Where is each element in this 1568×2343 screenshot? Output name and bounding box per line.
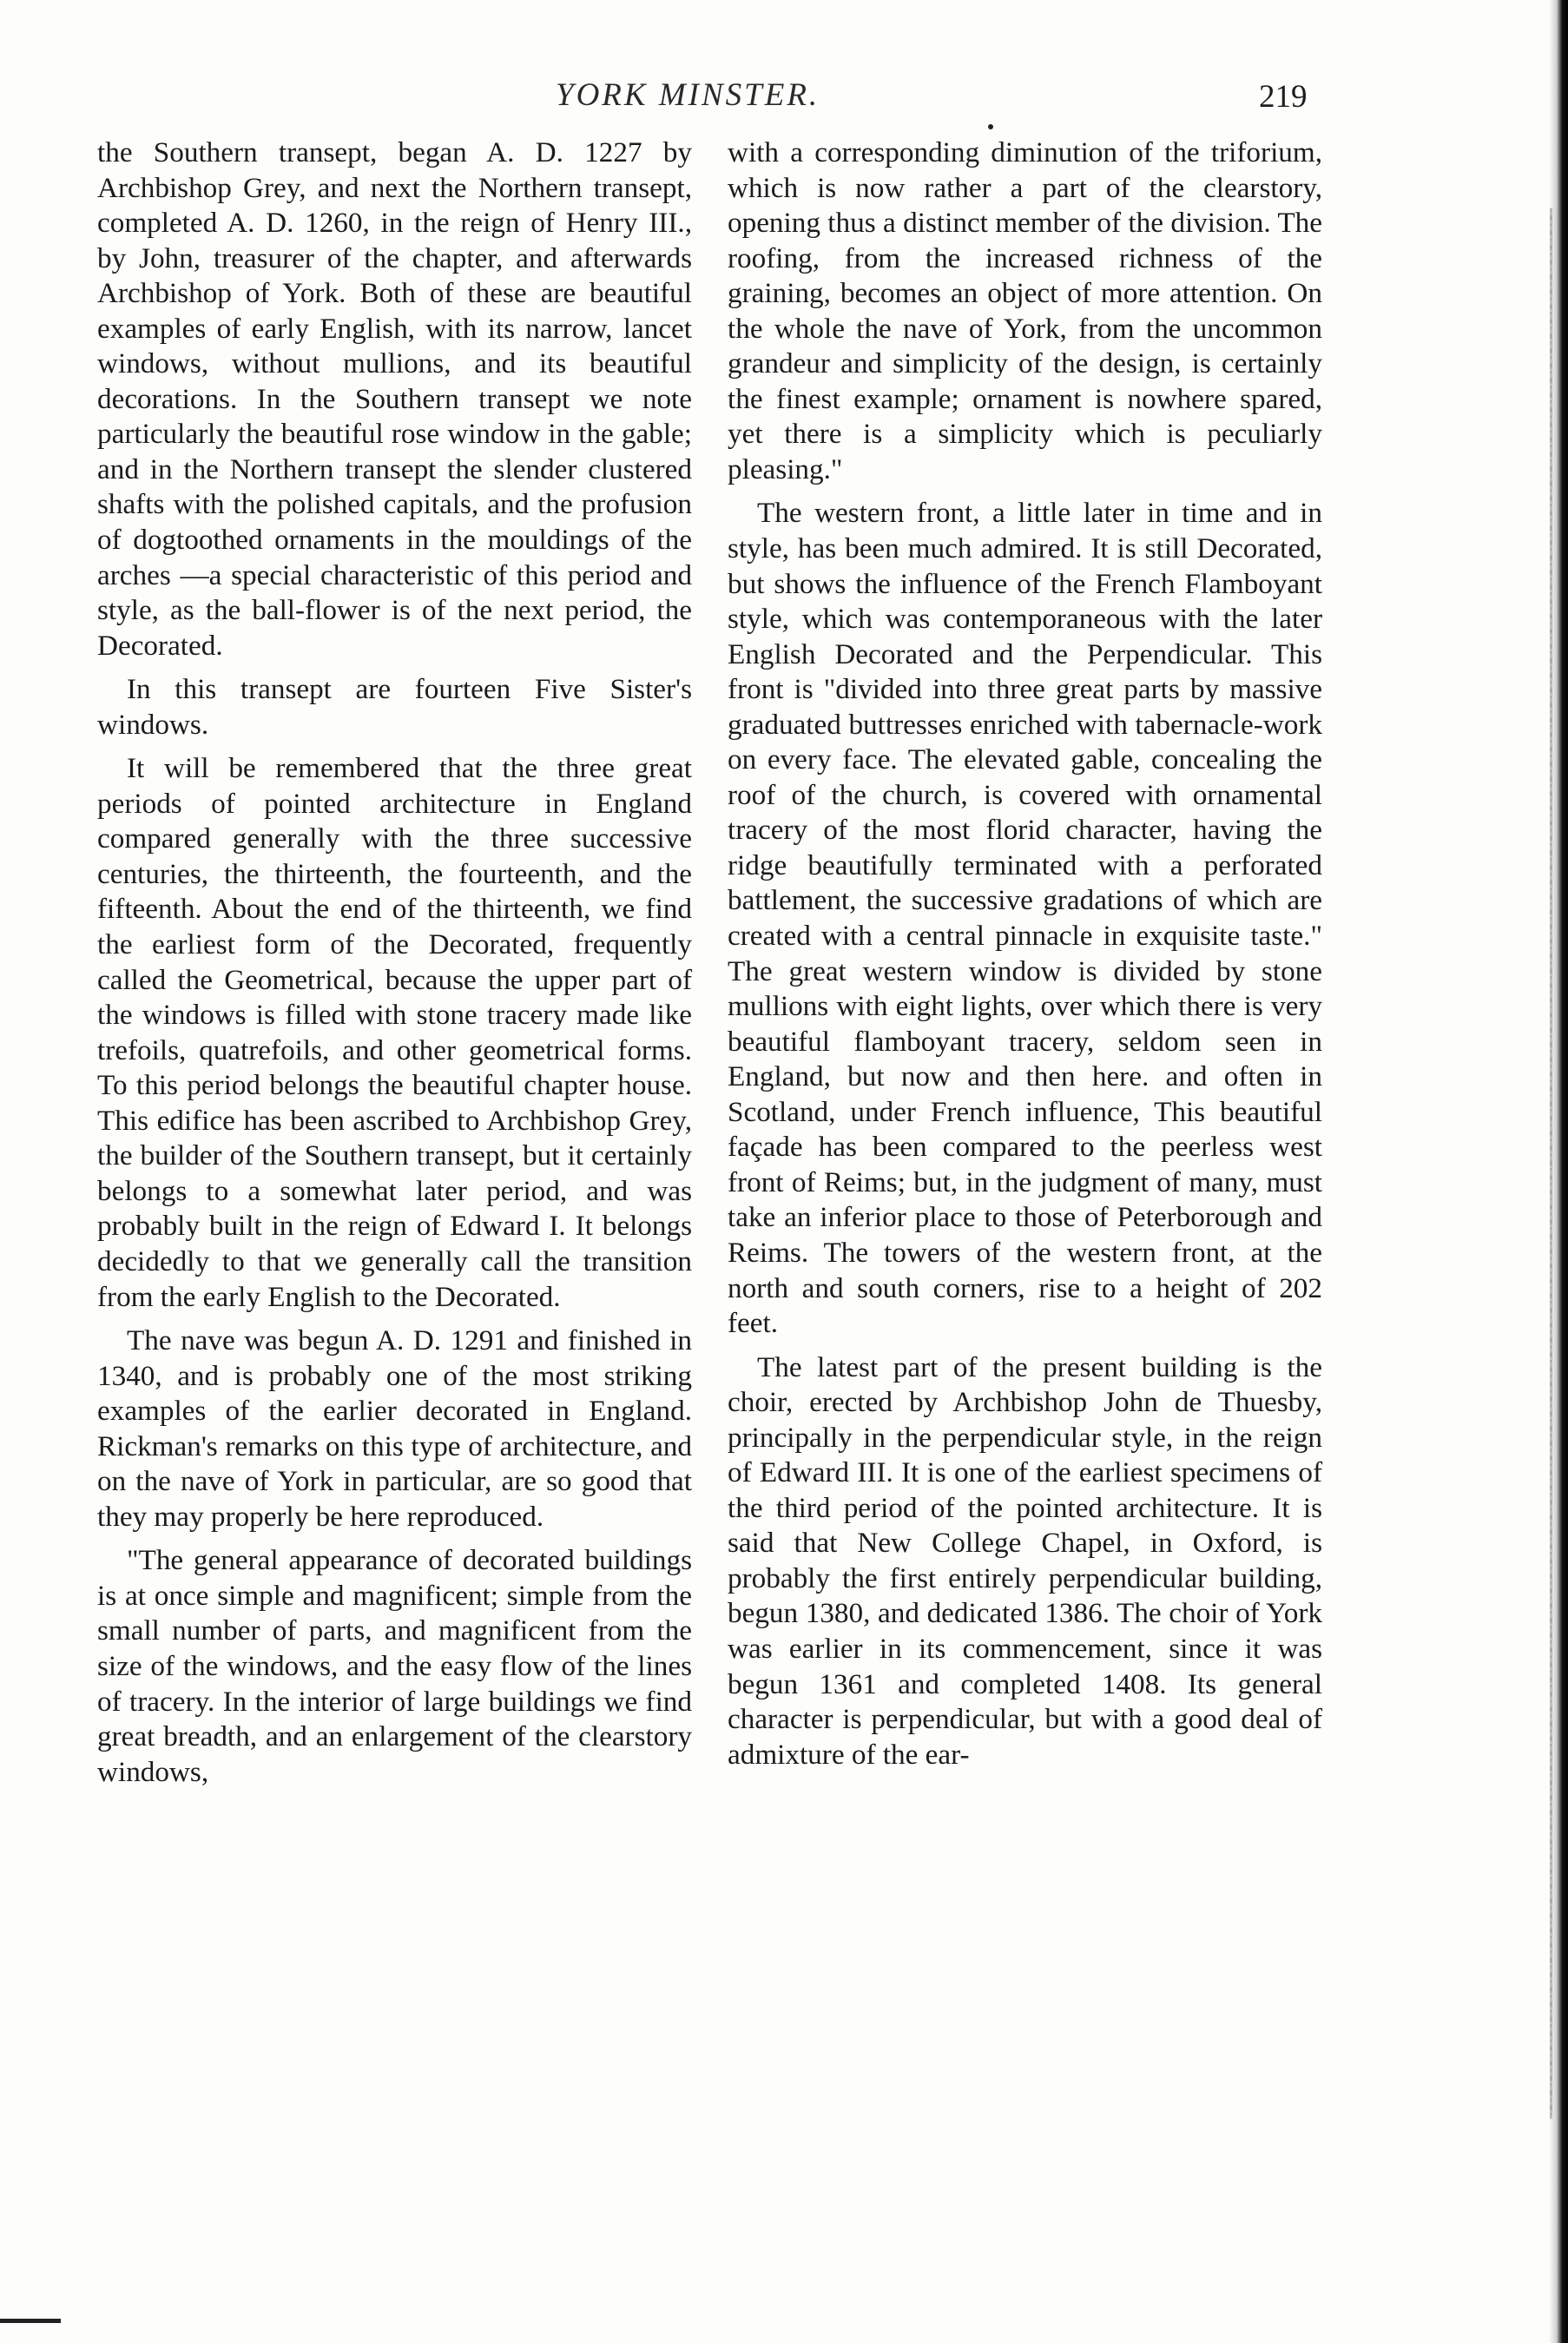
left-paragraph-5: "The general appearance of decorated buildings is at once simple and magnificent; simple from the small number of parts, and magnificent from the size of the windows, and the easy flow of the lines of tracery. In the interior of large buildings we find great breadth, and an enlargement of the clearstory windows,	[97, 1544, 692, 1788]
left-paragraph-2: In this transept are fourteen Five Sister's windows.	[97, 673, 692, 741]
left-paragraph-4: The nave was begun A. D. 1291 and finished in 1340, and is probably one of the most striking examples of the earlier decorated in England. Rickman's remarks on this type of architecture, and on the nave of York in particular, are so good that they may properly be here reproduced.	[97, 1324, 692, 1533]
binding-edge	[1550, 208, 1552, 2119]
ink-speck	[988, 124, 993, 129]
page-number: 219	[1259, 79, 1308, 115]
right-column	[728, 135, 1322, 1781]
left-paragraph-1: the Southern transept, began A. D. 1227 by Archbishop Grey, and next the Northern transept, completed A. D. 1260, in the reign of Henry III., by John, treasurer of the chapter, and afterwards Archbishop of York. Both of these are beautiful examples of early English, with its narrow, lancet windows, without mullions, and its beautiful decorations. In the Southern transept we note particularly the beautiful rose window in the gable; and in the Northern transept the slender clustered shafts with the polished capitals, and the profusion of dogtoothed ornaments in the mouldings of the arches —a special characteristic of this period and style, as the ball-flower is of the next period, the Decorated.	[97, 136, 692, 662]
right-paragraph-1: with a corresponding diminution of the triforium, which is now rather a part of the clearstory, opening thus a distinct member of the division. The roofing, from the increased richness of the graining, becomes an object of more attention. On the whole the nave of York, from the uncommon grandeur and simplicity of the design, is certainly the finest example; ornament is nowhere spared, yet there is a simplicity which is peculiarly pleasing."	[728, 136, 1322, 485]
running-head	[0, 71, 1568, 123]
left-column	[97, 135, 692, 1798]
right-paragraph-2: The western front, a little later in time and in style, has been much admired. It is still Decorated, but shows the influence of the French Flamboyant style, which was contemporaneous with the later English Decorated and the Perpendicular. This front is "divided into three great parts by massive graduated buttresses enriched with tabernacle-work on every face. The elevated gable, concealing the roof of the church, is covered with ornamental tracery of the most florid character, having the ridge beautifully terminated with a perforated battlement, the successive gradations of which are created with a central pinnacle in exquisite taste." The great western window is divided by stone mullions with eight lights, over which there is very beautiful flamboyant tracery, seldom seen in England, but now and then here. and often in Scotland, under French influence, This beautiful façade has been compared to the peerless west front of Reims; but, in the judgment of many, must take an inferior place to those of Peterborough and Reims. The towers of the western front, at the north and south corners, rise to a height of 202 feet.	[728, 497, 1322, 1340]
running-title: YORK MINSTER.	[556, 77, 820, 113]
right-paragraph-3: The latest part of the present building is the choir, erected by Archbishop John de Thuesby, principally in the perpendicular style, in the reign of Edward III. It is one of the earliest specimens of the third period of the pointed architecture. It is said that New College Chapel, in Oxford, is probably the first entirely perpendicular building, begun 1380, and dedicated 1386. The choir of York was earlier in its commencement, since it was begun 1361 and completed 1408. Its general character is perpendicular, but with a good deal of admixture of the ear-	[728, 1350, 1322, 1771]
left-paragraph-3: It will be remembered that the three great periods of pointed architecture in England compared generally with the three successive centuries, the thirteenth, the fourteenth, and the fifteenth. About the end of the thirteenth, we find the earliest form of the Decorated, frequently called the Geometrical, because the upper part of the windows is filled with stone tracery made like trefoils, quatrefoils, and other geometrical forms. To this period belongs the beautiful chapter house. This edifice has been ascribed to Archbishop Grey, the builder of the Southern transept, but it certainly belongs to a somewhat later period, and was probably built in the reign of Edward I. It belongs decidedly to that we generally call the transition from the early English to the Decorated.	[97, 752, 692, 1313]
scan-corner-mark	[0, 2319, 61, 2323]
